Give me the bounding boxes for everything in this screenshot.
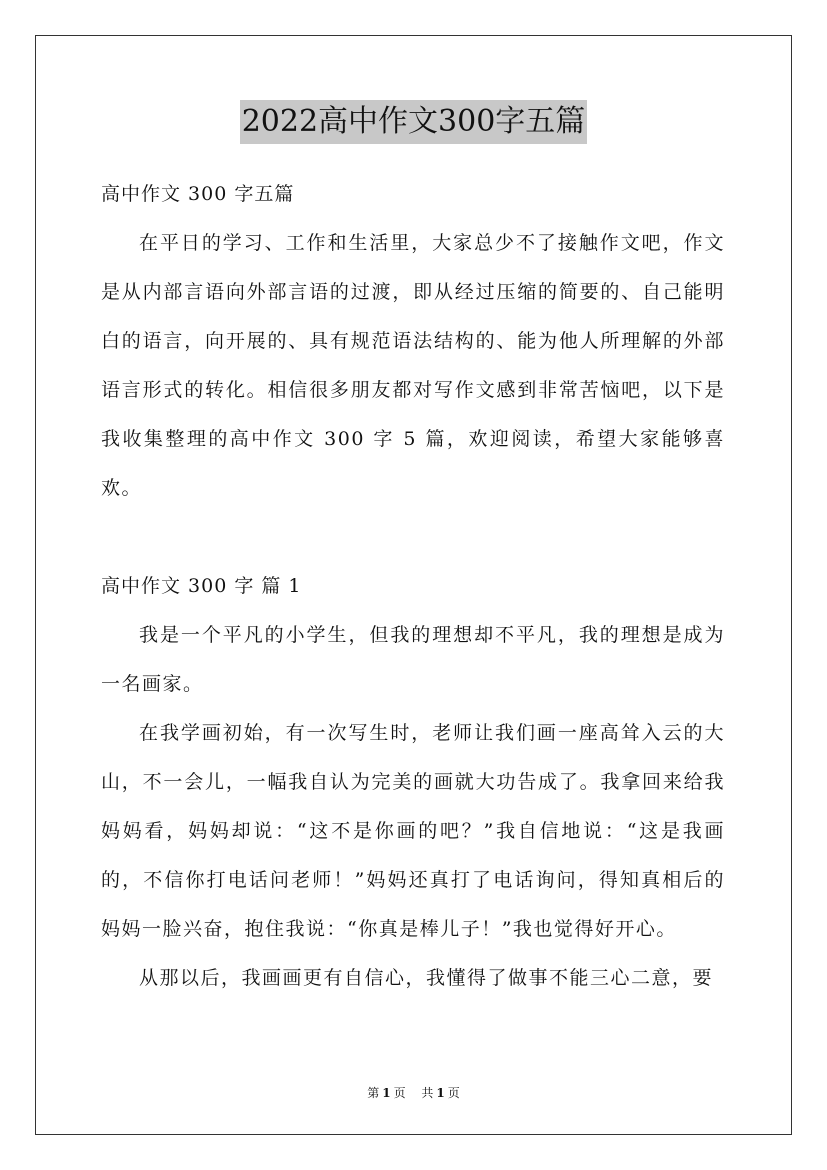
page-footer xyxy=(0,1084,827,1102)
section1-heading: 高中作文 300 字 篇 1 xyxy=(101,575,302,597)
section1-paragraph-2: 在我学画初始，有一次写生时，老师让我们画一座高耸入云的大山，不一会儿，一幅我自认为完美的画就大功告成了。我拿回来给我妈妈看，妈妈却说：“这不是你画的吧？”我自信地说：“这是我画的，不信你打电话问老师！”妈妈还真打了电话询问，得知真相后的妈妈一脸兴奋，抱住我说：“你真是棒儿子！”我也觉得好开心。 xyxy=(101,722,725,940)
document-title: 2022高中作文300字五篇 xyxy=(240,100,588,144)
main-heading: 高中作文 300 字五篇 xyxy=(101,183,295,205)
page-total xyxy=(418,1086,462,1100)
page-label-suffix: 页 xyxy=(393,1086,406,1100)
page-label-prefix: 第 xyxy=(367,1086,380,1100)
title-container xyxy=(0,100,827,144)
page-number xyxy=(364,1086,408,1100)
total-label-prefix: 共 xyxy=(421,1086,434,1100)
page-current: 1 xyxy=(382,1086,391,1100)
section-spacer xyxy=(101,513,725,562)
document-body xyxy=(101,170,725,1003)
section1-paragraph-1: 我是一个平凡的小学生，但我的理想却不平凡，我的理想是成为一名画家。 xyxy=(101,624,725,695)
total-label-suffix: 页 xyxy=(447,1086,460,1100)
total-count: 1 xyxy=(436,1086,445,1100)
section1-paragraph-3: 从那以后，我画画更有自信心，我懂得了做事不能三心二意，要 xyxy=(139,967,714,989)
intro-paragraph: 在平日的学习、工作和生活里，大家总少不了接触作文吧，作文是从内部言语向外部言语的过渡，即从经过压缩的简要的、自己能明白的语言，向开展的、具有规范语法结构的、能为他人所理解的外部语言形式的转化。相信很多朋友都对写作文感到非常苦恼吧，以下是我收集整理的高中作文 300 字 5 篇，欢迎阅读，希望大家能够喜欢。 xyxy=(101,232,725,499)
